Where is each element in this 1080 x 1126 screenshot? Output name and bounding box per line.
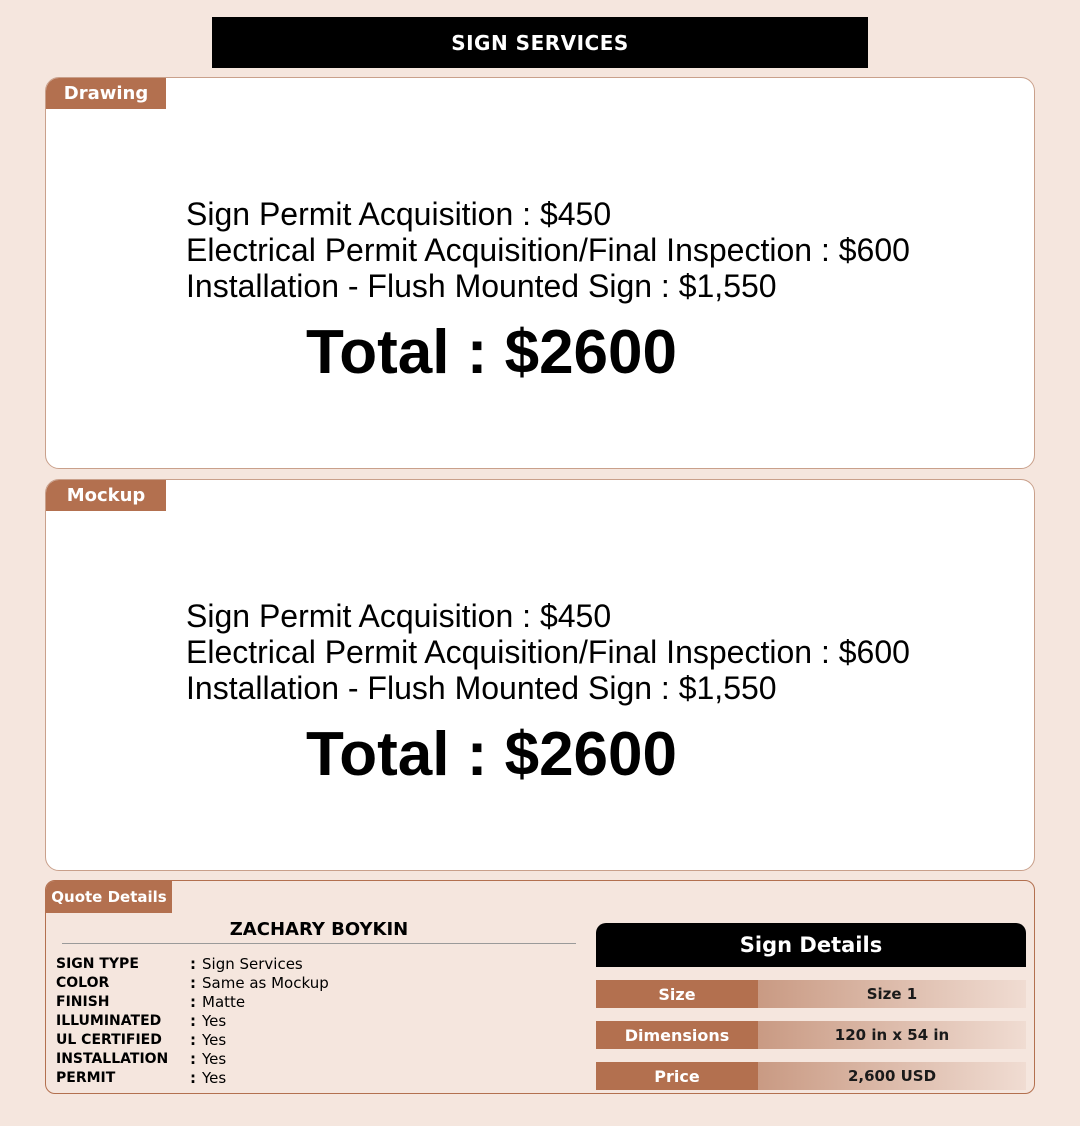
spec-row [56,1049,329,1068]
drawing-line-item: Sign Permit Acquisition : $450 [186,196,612,232]
spec-key: INSTALLATION [56,1050,169,1067]
spec-value: Yes [202,1068,227,1087]
customer-name: ZACHARY BOYKIN [62,919,576,944]
sign-details-title: Sign Details [596,923,1026,967]
sign-details-row-size [596,980,1026,1008]
spec-key: UL CERTIFIED [56,1031,162,1048]
spec-value: Yes [202,1011,227,1030]
spec-row [56,1011,329,1030]
spec-value: Sign Services [202,954,303,973]
drawing-tab: Drawing [46,78,166,109]
page-title: SIGN SERVICES [212,17,868,68]
sign-details-row-dimensions [596,1021,1026,1049]
mockup-line-items [186,598,910,706]
sign-details-value: Size 1 [758,980,1026,1008]
sign-details-label: Price [596,1062,758,1090]
spec-row [56,973,329,992]
mockup-line-item: Installation - Flush Mounted Sign : $1,550 [186,670,777,706]
spec-row [56,1030,329,1049]
spec-key: ILLUMINATED [56,1012,162,1029]
spec-key: FINISH [56,993,110,1010]
drawing-line-item: Installation - Flush Mounted Sign : $1,550 [186,268,777,304]
sign-details-table [596,923,1026,1090]
spec-colon: : [190,1068,196,1087]
mockup-panel [45,479,1035,871]
sign-details-label: Dimensions [596,1021,758,1049]
drawing-line-items [186,196,910,304]
spec-value: Yes [202,1049,227,1068]
spec-value: Same as Mockup [202,973,329,992]
spec-row [56,1068,329,1087]
quote-details-panel [45,880,1035,1094]
spec-value: Yes [202,1030,227,1049]
spec-colon: : [190,1011,196,1030]
sign-details-value: 2,600 USD [758,1062,1026,1090]
spec-key: SIGN TYPE [56,955,139,972]
mockup-line-item: Sign Permit Acquisition : $450 [186,598,612,634]
spec-colon: : [190,992,196,1011]
spec-list [56,954,329,1087]
spec-key: PERMIT [56,1069,116,1086]
mockup-total: Total : $2600 [306,720,678,789]
spec-row [56,992,329,1011]
mockup-tab: Mockup [46,480,166,511]
sign-details-label: Size [596,980,758,1008]
spec-colon: : [190,973,196,992]
sign-details-row-price [596,1062,1026,1090]
spec-value: Matte [202,992,246,1011]
spec-key: COLOR [56,974,110,991]
drawing-total: Total : $2600 [306,318,678,387]
spec-colon: : [190,1030,196,1049]
spec-colon: : [190,954,196,973]
drawing-panel [45,77,1035,469]
sign-details-value: 120 in x 54 in [758,1021,1026,1049]
spec-row [56,954,329,973]
mockup-line-item: Electrical Permit Acquisition/Final Inspection : $600 [186,634,910,670]
spec-colon: : [190,1049,196,1068]
quote-details-tab: Quote Details [46,881,172,913]
drawing-line-item: Electrical Permit Acquisition/Final Inspection : $600 [186,232,910,268]
